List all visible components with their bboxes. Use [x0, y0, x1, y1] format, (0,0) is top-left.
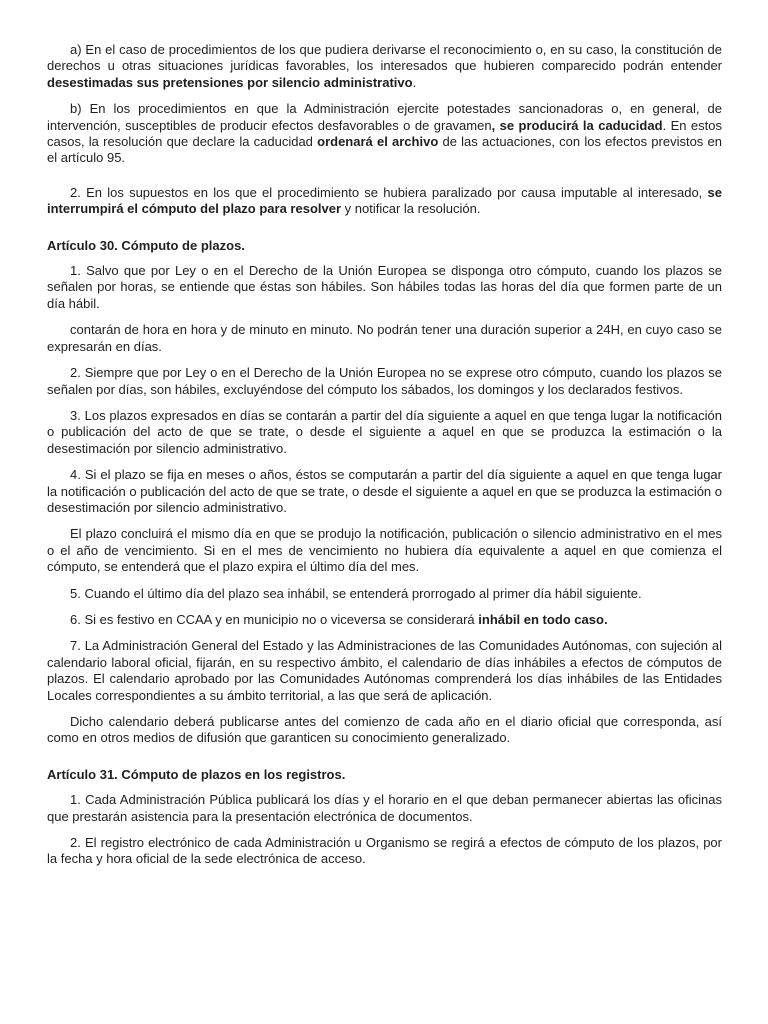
- art30-paragraph-4: 4. Si el plazo se fija en meses o años, éstos se computarán a partir del día siguiente a aquel en que tenga lugar la notificación o publicación del acto de que se trate, o desde el siguiente a aquel en que se produzca la estimación o desestimación por silencio administrativo.: [47, 467, 723, 515]
- article-30-heading: Artículo 30. Cómputo de plazos.: [47, 237, 245, 253]
- bold-phrase: , se producirá la caducidad: [491, 117, 663, 133]
- art31-paragraph-1: 1. Cada Administración Pública publicará los días y el horario en el que deban permanecer abiertas las oficinas que prestarán asistencia para la presentación electrónica de documentos.: [47, 792, 722, 824]
- art30-paragraph-4b: El plazo concluirá el mismo día en que se produjo la notificación, publicación o silencio administrativo en el mes o el año de vencimiento. Si en el mes de vencimiento no hubiera día equivalente a aquel en que comienza el cómputo, se entenderá que el plazo expira el último día del mes.: [47, 526, 722, 575]
- art30-paragraph-7: 7. La Administración General del Estado y las Administraciones de las Comunidades Autónomas, con sujeción al calendario laboral oficial, fijarán, en su respectivo ámbito, el calendario de días inhábiles a efectos de cómputos de plazos. El calendario aprobado por las Comunidades Autónomas comprenderá los días inhábiles de las Entidades Locales correspondientes a su ámbito territorial, a las que será de aplicación.: [47, 638, 722, 703]
- art30-paragraph-6: 6. Si es festivo en CCAA y en municipio no o viceversa se considerará inhábil en todo caso.: [70, 611, 608, 627]
- art30-paragraph-5: 5. Cuando el último día del plazo sea inhábil, se entenderá prorrogado al primer día hábil siguiente.: [70, 585, 642, 601]
- bold-phrase: inhábil en todo caso.: [478, 611, 608, 627]
- bold-phrase: se interrumpirá el cómputo del plazo para resolver: [47, 184, 722, 217]
- art31-paragraph-2: 2. El registro electrónico de cada Administración u Organismo se regirá a efectos de cómputo de los plazos, por la fecha y hora oficial de la sede electrónica de acceso.: [47, 835, 722, 867]
- paragraph-b: b) En los procedimientos en que la Administración ejercite potestades sancionadoras o, en general, de intervención, susceptibles de producir efectos desfavorables o de gravamen, se producirá la caducidad. En estos casos, la resolución que declare la caducidad ordenará el archivo de las actuaciones, con los efectos previstos en el artículo 95.: [47, 101, 722, 166]
- art30-paragraph-1: 1. Salvo que por Ley o en el Derecho de la Unión Europea se disponga otro cómputo, cuando los plazos se señalen por horas, se entiende que éstas son hábiles. Son hábiles todas las horas del día que formen parte de un día hábil.: [47, 263, 722, 311]
- art30-paragraph-3: 3. Los plazos expresados en días se contarán a partir del día siguiente a aquel en que tenga lugar la notificación o publicación del acto de que se trate, o desde el siguiente a aquel en que se produzca la estimación o la desestimación por silencio administrativo.: [47, 407, 722, 456]
- art30-paragraph-2: 2. Siempre que por Ley o en el Derecho de la Unión Europea no se exprese otro cómputo, cuando los plazos se señalen por días, son hábiles, excluyéndose del cómputo los sábados, los domingos y los declarados festivos.: [47, 365, 722, 397]
- art30-paragraph-7b: Dicho calendario deberá publicarse antes del comienzo de cada año en el diario oficial que corresponda, así como en otros medios de difusión que garanticen su conocimiento generalizado.: [47, 714, 722, 746]
- bold-phrase: ordenará el archivo: [317, 134, 439, 150]
- bold-phrase: desestimadas sus pretensiones por silencio administrativo: [47, 74, 413, 90]
- article-31-heading: Artículo 31. Cómputo de plazos en los registros.: [47, 766, 346, 782]
- paragraph-a: a) En el caso de procedimientos de los que pudiera derivarse el reconocimiento o, en su caso, la constitución de derechos u otras situaciones jurídicas favorables, los interesados que hubieren comparecido podrán entender desestimadas sus pretensiones por silencio administrativo.: [47, 42, 722, 90]
- paragraph-2: 2. En los supuestos en los que el procedimiento se hubiera paralizado por causa imputable al interesado, se interrumpirá el cómputo del plazo para resolver y notificar la resolución.: [47, 184, 722, 217]
- art30-paragraph-1b: contarán de hora en hora y de minuto en minuto. No podrán tener una duración superior a 24H, en cuyo caso se expresarán en días.: [47, 322, 722, 354]
